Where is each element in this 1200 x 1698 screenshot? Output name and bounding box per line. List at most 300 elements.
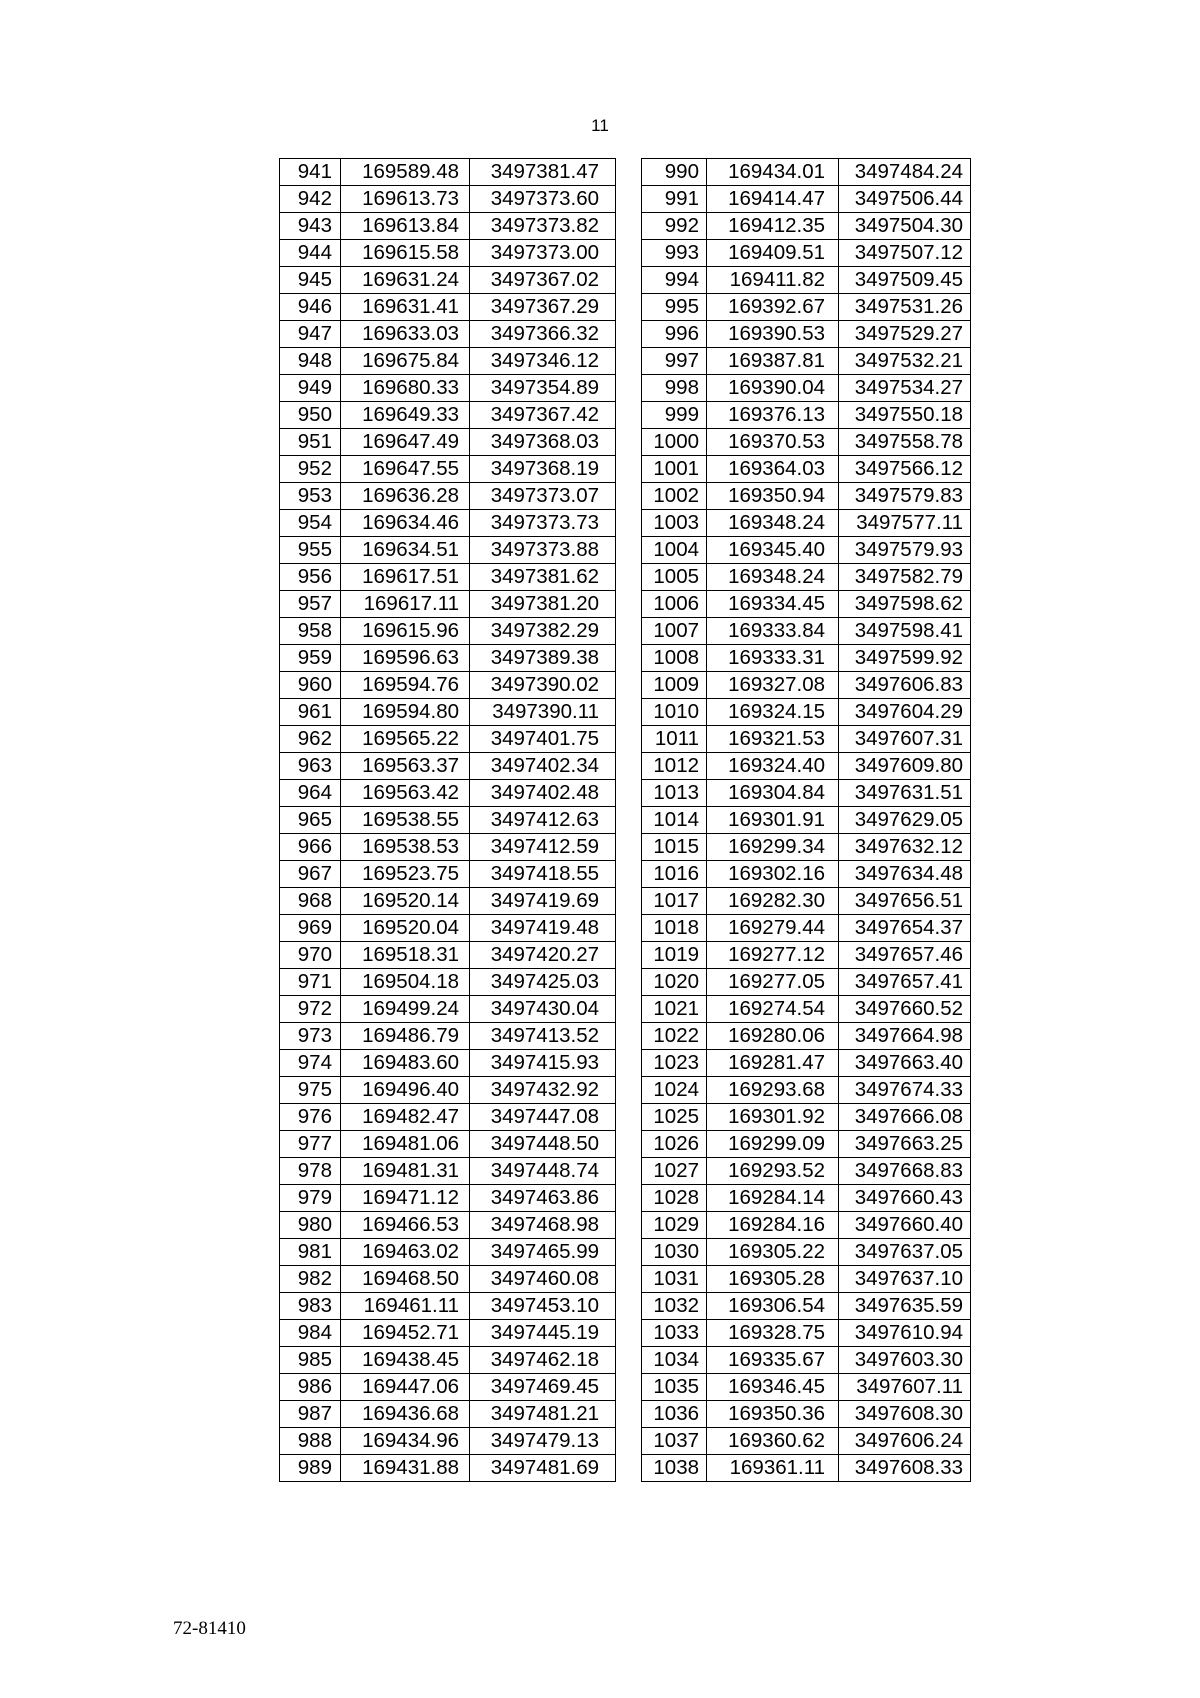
point-number-cell: 1021 bbox=[642, 996, 707, 1023]
point-number-cell: 960 bbox=[280, 672, 341, 699]
y-coordinate-cell: 3497668.83 bbox=[839, 1158, 971, 1185]
point-number-cell: 996 bbox=[642, 321, 707, 348]
x-coordinate-cell: 169615.96 bbox=[341, 618, 470, 645]
y-coordinate-cell: 3497453.10 bbox=[470, 1293, 616, 1320]
y-coordinate-cell: 3497368.03 bbox=[470, 429, 616, 456]
y-coordinate-cell: 3497579.93 bbox=[839, 537, 971, 564]
x-coordinate-cell: 169305.28 bbox=[707, 1266, 839, 1293]
point-number-cell: 961 bbox=[280, 699, 341, 726]
x-coordinate-cell: 169324.40 bbox=[707, 753, 839, 780]
y-coordinate-cell: 3497631.51 bbox=[839, 780, 971, 807]
y-coordinate-cell: 3497479.13 bbox=[470, 1428, 616, 1455]
point-number-cell: 1033 bbox=[642, 1320, 707, 1347]
point-number-cell: 1026 bbox=[642, 1131, 707, 1158]
point-number-cell: 992 bbox=[642, 213, 707, 240]
table-row bbox=[642, 1239, 971, 1266]
table-row bbox=[280, 780, 616, 807]
y-coordinate-cell: 3497419.48 bbox=[470, 915, 616, 942]
x-coordinate-cell: 169613.73 bbox=[341, 186, 470, 213]
point-number-cell: 1002 bbox=[642, 483, 707, 510]
y-coordinate-cell: 3497481.21 bbox=[470, 1401, 616, 1428]
table-row bbox=[642, 888, 971, 915]
x-coordinate-cell: 169617.51 bbox=[341, 564, 470, 591]
table-row bbox=[280, 159, 616, 186]
y-coordinate-cell: 3497566.12 bbox=[839, 456, 971, 483]
table-row bbox=[642, 456, 971, 483]
x-coordinate-cell: 169284.14 bbox=[707, 1185, 839, 1212]
y-coordinate-cell: 3497604.29 bbox=[839, 699, 971, 726]
point-number-cell: 1025 bbox=[642, 1104, 707, 1131]
x-coordinate-cell: 169504.18 bbox=[341, 969, 470, 996]
y-coordinate-cell: 3497402.34 bbox=[470, 753, 616, 780]
x-coordinate-cell: 169631.24 bbox=[341, 267, 470, 294]
point-number-cell: 988 bbox=[280, 1428, 341, 1455]
y-coordinate-cell: 3497606.83 bbox=[839, 672, 971, 699]
table-row bbox=[642, 294, 971, 321]
table-row bbox=[642, 1266, 971, 1293]
x-coordinate-cell: 169299.09 bbox=[707, 1131, 839, 1158]
point-number-cell: 1014 bbox=[642, 807, 707, 834]
table-row bbox=[280, 483, 616, 510]
table-row bbox=[642, 483, 971, 510]
y-coordinate-cell: 3497637.10 bbox=[839, 1266, 971, 1293]
y-coordinate-cell: 3497373.60 bbox=[470, 186, 616, 213]
point-number-cell: 1016 bbox=[642, 861, 707, 888]
y-coordinate-cell: 3497412.63 bbox=[470, 807, 616, 834]
point-number-cell: 1023 bbox=[642, 1050, 707, 1077]
x-coordinate-cell: 169321.53 bbox=[707, 726, 839, 753]
x-coordinate-cell: 169281.47 bbox=[707, 1050, 839, 1077]
y-coordinate-cell: 3497608.33 bbox=[839, 1455, 971, 1482]
x-coordinate-cell: 169438.45 bbox=[341, 1347, 470, 1374]
x-coordinate-cell: 169284.16 bbox=[707, 1212, 839, 1239]
x-coordinate-cell: 169434.96 bbox=[341, 1428, 470, 1455]
table-row bbox=[280, 834, 616, 861]
table-row bbox=[642, 1428, 971, 1455]
point-number-cell: 955 bbox=[280, 537, 341, 564]
point-number-cell: 994 bbox=[642, 267, 707, 294]
y-coordinate-cell: 3497608.30 bbox=[839, 1401, 971, 1428]
y-coordinate-cell: 3497663.40 bbox=[839, 1050, 971, 1077]
table-row bbox=[642, 213, 971, 240]
table-row bbox=[642, 1347, 971, 1374]
point-number-cell: 953 bbox=[280, 483, 341, 510]
table-row bbox=[642, 807, 971, 834]
point-number-cell: 941 bbox=[280, 159, 341, 186]
x-coordinate-cell: 169274.54 bbox=[707, 996, 839, 1023]
x-coordinate-cell: 169538.55 bbox=[341, 807, 470, 834]
x-coordinate-cell: 169613.84 bbox=[341, 213, 470, 240]
y-coordinate-cell: 3497664.98 bbox=[839, 1023, 971, 1050]
y-coordinate-cell: 3497598.62 bbox=[839, 591, 971, 618]
point-number-cell: 965 bbox=[280, 807, 341, 834]
x-coordinate-cell: 169293.52 bbox=[707, 1158, 839, 1185]
y-coordinate-cell: 3497654.37 bbox=[839, 915, 971, 942]
table-row bbox=[280, 348, 616, 375]
x-coordinate-cell: 169481.06 bbox=[341, 1131, 470, 1158]
point-number-cell: 1000 bbox=[642, 429, 707, 456]
y-coordinate-cell: 3497674.33 bbox=[839, 1077, 971, 1104]
x-coordinate-cell: 169409.51 bbox=[707, 240, 839, 267]
x-coordinate-cell: 169390.04 bbox=[707, 375, 839, 402]
x-coordinate-cell: 169327.08 bbox=[707, 672, 839, 699]
point-number-cell: 1031 bbox=[642, 1266, 707, 1293]
table-row bbox=[280, 1428, 616, 1455]
x-coordinate-cell: 169350.36 bbox=[707, 1401, 839, 1428]
y-coordinate-cell: 3497599.92 bbox=[839, 645, 971, 672]
x-coordinate-cell: 169431.88 bbox=[341, 1455, 470, 1482]
table-row bbox=[280, 726, 616, 753]
table-row bbox=[280, 510, 616, 537]
point-number-cell: 968 bbox=[280, 888, 341, 915]
point-number-cell: 989 bbox=[280, 1455, 341, 1482]
x-coordinate-cell: 169279.44 bbox=[707, 915, 839, 942]
y-coordinate-cell: 3497607.11 bbox=[839, 1374, 971, 1401]
x-coordinate-cell: 169348.24 bbox=[707, 564, 839, 591]
y-coordinate-cell: 3497354.89 bbox=[470, 375, 616, 402]
point-number-cell: 964 bbox=[280, 780, 341, 807]
x-coordinate-cell: 169468.50 bbox=[341, 1266, 470, 1293]
y-coordinate-cell: 3497666.08 bbox=[839, 1104, 971, 1131]
table-row bbox=[280, 618, 616, 645]
y-coordinate-cell: 3497367.29 bbox=[470, 294, 616, 321]
x-coordinate-cell: 169565.22 bbox=[341, 726, 470, 753]
y-coordinate-cell: 3497430.04 bbox=[470, 996, 616, 1023]
x-coordinate-cell: 169364.03 bbox=[707, 456, 839, 483]
table-row bbox=[280, 645, 616, 672]
x-coordinate-cell: 169387.81 bbox=[707, 348, 839, 375]
y-coordinate-cell: 3497507.12 bbox=[839, 240, 971, 267]
y-coordinate-cell: 3497381.62 bbox=[470, 564, 616, 591]
x-coordinate-cell: 169328.75 bbox=[707, 1320, 839, 1347]
point-number-cell: 1018 bbox=[642, 915, 707, 942]
table-row bbox=[642, 537, 971, 564]
y-coordinate-cell: 3497610.94 bbox=[839, 1320, 971, 1347]
x-coordinate-cell: 169280.06 bbox=[707, 1023, 839, 1050]
point-number-cell: 949 bbox=[280, 375, 341, 402]
table-row bbox=[280, 402, 616, 429]
point-number-cell: 954 bbox=[280, 510, 341, 537]
x-coordinate-cell: 169463.02 bbox=[341, 1239, 470, 1266]
x-coordinate-cell: 169350.94 bbox=[707, 483, 839, 510]
x-coordinate-cell: 169447.06 bbox=[341, 1374, 470, 1401]
x-coordinate-cell: 169482.47 bbox=[341, 1104, 470, 1131]
y-coordinate-cell: 3497373.88 bbox=[470, 537, 616, 564]
table-row bbox=[280, 1293, 616, 1320]
x-coordinate-cell: 169680.33 bbox=[341, 375, 470, 402]
y-coordinate-cell: 3497634.48 bbox=[839, 861, 971, 888]
x-coordinate-cell: 169634.46 bbox=[341, 510, 470, 537]
x-coordinate-cell: 169277.05 bbox=[707, 969, 839, 996]
y-coordinate-cell: 3497419.69 bbox=[470, 888, 616, 915]
x-coordinate-cell: 169594.80 bbox=[341, 699, 470, 726]
table-row bbox=[642, 564, 971, 591]
table-row bbox=[642, 1185, 971, 1212]
page-number: 11 bbox=[591, 116, 609, 135]
table-row bbox=[280, 996, 616, 1023]
x-coordinate-cell: 169334.45 bbox=[707, 591, 839, 618]
table-row bbox=[642, 1104, 971, 1131]
point-number-cell: 1038 bbox=[642, 1455, 707, 1482]
table-row bbox=[280, 1374, 616, 1401]
point-number-cell: 978 bbox=[280, 1158, 341, 1185]
table-row bbox=[280, 240, 616, 267]
table-row bbox=[280, 1131, 616, 1158]
table-row bbox=[280, 1185, 616, 1212]
y-coordinate-cell: 3497660.40 bbox=[839, 1212, 971, 1239]
y-coordinate-cell: 3497413.52 bbox=[470, 1023, 616, 1050]
point-number-cell: 957 bbox=[280, 591, 341, 618]
x-coordinate-cell: 169293.68 bbox=[707, 1077, 839, 1104]
point-number-cell: 977 bbox=[280, 1131, 341, 1158]
x-coordinate-cell: 169563.42 bbox=[341, 780, 470, 807]
y-coordinate-cell: 3497481.69 bbox=[470, 1455, 616, 1482]
y-coordinate-cell: 3497629.05 bbox=[839, 807, 971, 834]
table-row bbox=[280, 537, 616, 564]
x-coordinate-cell: 169633.03 bbox=[341, 321, 470, 348]
y-coordinate-cell: 3497558.78 bbox=[839, 429, 971, 456]
x-coordinate-cell: 169434.01 bbox=[707, 159, 839, 186]
point-number-cell: 1008 bbox=[642, 645, 707, 672]
y-coordinate-cell: 3497534.27 bbox=[839, 375, 971, 402]
y-coordinate-cell: 3497381.47 bbox=[470, 159, 616, 186]
x-coordinate-cell: 169649.33 bbox=[341, 402, 470, 429]
point-number-cell: 990 bbox=[642, 159, 707, 186]
table-row bbox=[280, 942, 616, 969]
point-number-cell: 979 bbox=[280, 1185, 341, 1212]
point-number-cell: 1036 bbox=[642, 1401, 707, 1428]
y-coordinate-cell: 3497509.45 bbox=[839, 267, 971, 294]
point-number-cell: 1005 bbox=[642, 564, 707, 591]
x-coordinate-cell: 169301.92 bbox=[707, 1104, 839, 1131]
table-row bbox=[280, 888, 616, 915]
table-row bbox=[280, 294, 616, 321]
y-coordinate-cell: 3497663.25 bbox=[839, 1131, 971, 1158]
point-number-cell: 1015 bbox=[642, 834, 707, 861]
point-number-cell: 1017 bbox=[642, 888, 707, 915]
table-row bbox=[642, 1212, 971, 1239]
point-number-cell: 981 bbox=[280, 1239, 341, 1266]
table-row bbox=[280, 1077, 616, 1104]
x-coordinate-cell: 169414.47 bbox=[707, 186, 839, 213]
y-coordinate-cell: 3497460.08 bbox=[470, 1266, 616, 1293]
point-number-cell: 1019 bbox=[642, 942, 707, 969]
x-coordinate-cell: 169302.16 bbox=[707, 861, 839, 888]
y-coordinate-cell: 3497504.30 bbox=[839, 213, 971, 240]
table-row bbox=[280, 915, 616, 942]
x-coordinate-cell: 169370.53 bbox=[707, 429, 839, 456]
x-coordinate-cell: 169486.79 bbox=[341, 1023, 470, 1050]
y-coordinate-cell: 3497582.79 bbox=[839, 564, 971, 591]
table-row bbox=[280, 456, 616, 483]
y-coordinate-cell: 3497660.43 bbox=[839, 1185, 971, 1212]
y-coordinate-cell: 3497484.24 bbox=[839, 159, 971, 186]
x-coordinate-cell: 169481.31 bbox=[341, 1158, 470, 1185]
y-coordinate-cell: 3497418.55 bbox=[470, 861, 616, 888]
y-coordinate-cell: 3497463.86 bbox=[470, 1185, 616, 1212]
y-coordinate-cell: 3497373.07 bbox=[470, 483, 616, 510]
point-number-cell: 974 bbox=[280, 1050, 341, 1077]
table-row bbox=[280, 699, 616, 726]
table-row bbox=[642, 1455, 971, 1482]
y-coordinate-cell: 3497579.83 bbox=[839, 483, 971, 510]
table-row bbox=[642, 699, 971, 726]
point-number-cell: 1024 bbox=[642, 1077, 707, 1104]
table-row bbox=[642, 915, 971, 942]
point-number-cell: 997 bbox=[642, 348, 707, 375]
point-number-cell: 966 bbox=[280, 834, 341, 861]
x-coordinate-cell: 169304.84 bbox=[707, 780, 839, 807]
table-row bbox=[280, 1023, 616, 1050]
x-coordinate-cell: 169675.84 bbox=[341, 348, 470, 375]
table-row bbox=[642, 1320, 971, 1347]
point-number-cell: 959 bbox=[280, 645, 341, 672]
point-number-cell: 947 bbox=[280, 321, 341, 348]
footer-code: 72-81410 bbox=[173, 1618, 246, 1639]
x-coordinate-cell: 169538.53 bbox=[341, 834, 470, 861]
y-coordinate-cell: 3497401.75 bbox=[470, 726, 616, 753]
y-coordinate-cell: 3497529.27 bbox=[839, 321, 971, 348]
table-row bbox=[642, 402, 971, 429]
table-row bbox=[642, 1023, 971, 1050]
y-coordinate-cell: 3497469.45 bbox=[470, 1374, 616, 1401]
x-coordinate-cell: 169520.04 bbox=[341, 915, 470, 942]
x-coordinate-cell: 169360.62 bbox=[707, 1428, 839, 1455]
table-row bbox=[280, 1158, 616, 1185]
y-coordinate-cell: 3497448.74 bbox=[470, 1158, 616, 1185]
table-row bbox=[642, 1050, 971, 1077]
y-coordinate-cell: 3497420.27 bbox=[470, 942, 616, 969]
y-coordinate-cell: 3497598.41 bbox=[839, 618, 971, 645]
point-number-cell: 1034 bbox=[642, 1347, 707, 1374]
point-number-cell: 983 bbox=[280, 1293, 341, 1320]
y-coordinate-cell: 3497373.82 bbox=[470, 213, 616, 240]
x-coordinate-cell: 169335.67 bbox=[707, 1347, 839, 1374]
point-number-cell: 973 bbox=[280, 1023, 341, 1050]
x-coordinate-cell: 169563.37 bbox=[341, 753, 470, 780]
x-coordinate-cell: 169634.51 bbox=[341, 537, 470, 564]
table-row bbox=[642, 1374, 971, 1401]
point-number-cell: 984 bbox=[280, 1320, 341, 1347]
table-row bbox=[642, 1293, 971, 1320]
point-number-cell: 970 bbox=[280, 942, 341, 969]
x-coordinate-cell: 169452.71 bbox=[341, 1320, 470, 1347]
x-coordinate-cell: 169499.24 bbox=[341, 996, 470, 1023]
y-coordinate-cell: 3497468.98 bbox=[470, 1212, 616, 1239]
y-coordinate-cell: 3497432.92 bbox=[470, 1077, 616, 1104]
point-number-cell: 980 bbox=[280, 1212, 341, 1239]
y-coordinate-cell: 3497373.73 bbox=[470, 510, 616, 537]
point-number-cell: 967 bbox=[280, 861, 341, 888]
table-row bbox=[280, 861, 616, 888]
table-row bbox=[642, 942, 971, 969]
point-number-cell: 956 bbox=[280, 564, 341, 591]
point-number-cell: 1001 bbox=[642, 456, 707, 483]
table-row bbox=[280, 186, 616, 213]
table-row bbox=[280, 672, 616, 699]
table-row bbox=[642, 1401, 971, 1428]
x-coordinate-cell: 169636.28 bbox=[341, 483, 470, 510]
table-row bbox=[642, 753, 971, 780]
table-row bbox=[280, 969, 616, 996]
point-number-cell: 942 bbox=[280, 186, 341, 213]
x-coordinate-cell: 169594.76 bbox=[341, 672, 470, 699]
y-coordinate-cell: 3497531.26 bbox=[839, 294, 971, 321]
y-coordinate-cell: 3497367.42 bbox=[470, 402, 616, 429]
point-number-cell: 987 bbox=[280, 1401, 341, 1428]
x-coordinate-cell: 169647.49 bbox=[341, 429, 470, 456]
point-number-cell: 976 bbox=[280, 1104, 341, 1131]
y-coordinate-cell: 3497603.30 bbox=[839, 1347, 971, 1374]
point-number-cell: 998 bbox=[642, 375, 707, 402]
table-row bbox=[280, 1320, 616, 1347]
table-row bbox=[280, 753, 616, 780]
table-row bbox=[642, 726, 971, 753]
table-row bbox=[642, 159, 971, 186]
point-number-cell: 985 bbox=[280, 1347, 341, 1374]
y-coordinate-cell: 3497550.18 bbox=[839, 402, 971, 429]
table-row bbox=[642, 861, 971, 888]
x-coordinate-cell: 169496.40 bbox=[341, 1077, 470, 1104]
table-row bbox=[642, 186, 971, 213]
y-coordinate-cell: 3497368.19 bbox=[470, 456, 616, 483]
table-row bbox=[642, 645, 971, 672]
x-coordinate-cell: 169647.55 bbox=[341, 456, 470, 483]
point-number-cell: 948 bbox=[280, 348, 341, 375]
y-coordinate-cell: 3497577.11 bbox=[839, 510, 971, 537]
point-number-cell: 1037 bbox=[642, 1428, 707, 1455]
table-row bbox=[280, 591, 616, 618]
y-coordinate-cell: 3497415.93 bbox=[470, 1050, 616, 1077]
y-coordinate-cell: 3497506.44 bbox=[839, 186, 971, 213]
y-coordinate-cell: 3497609.80 bbox=[839, 753, 971, 780]
point-number-cell: 1022 bbox=[642, 1023, 707, 1050]
y-coordinate-cell: 3497390.02 bbox=[470, 672, 616, 699]
table-row bbox=[642, 834, 971, 861]
table-row bbox=[642, 969, 971, 996]
x-coordinate-cell: 169436.68 bbox=[341, 1401, 470, 1428]
point-number-cell: 962 bbox=[280, 726, 341, 753]
point-number-cell: 946 bbox=[280, 294, 341, 321]
point-number-cell: 1007 bbox=[642, 618, 707, 645]
point-number-cell: 1020 bbox=[642, 969, 707, 996]
x-coordinate-cell: 169392.67 bbox=[707, 294, 839, 321]
y-coordinate-cell: 3497390.11 bbox=[470, 699, 616, 726]
point-number-cell: 1032 bbox=[642, 1293, 707, 1320]
table-row bbox=[280, 1401, 616, 1428]
y-coordinate-cell: 3497632.12 bbox=[839, 834, 971, 861]
point-number-cell: 1012 bbox=[642, 753, 707, 780]
point-number-cell: 952 bbox=[280, 456, 341, 483]
point-number-cell: 1027 bbox=[642, 1158, 707, 1185]
y-coordinate-cell: 3497425.03 bbox=[470, 969, 616, 996]
table-row bbox=[280, 1104, 616, 1131]
point-number-cell: 1006 bbox=[642, 591, 707, 618]
y-coordinate-cell: 3497373.00 bbox=[470, 240, 616, 267]
point-number-cell: 1011 bbox=[642, 726, 707, 753]
table-row bbox=[642, 1131, 971, 1158]
x-coordinate-cell: 169520.14 bbox=[341, 888, 470, 915]
point-number-cell: 972 bbox=[280, 996, 341, 1023]
x-coordinate-cell: 169390.53 bbox=[707, 321, 839, 348]
x-coordinate-cell: 169301.91 bbox=[707, 807, 839, 834]
x-coordinate-cell: 169617.11 bbox=[341, 591, 470, 618]
y-coordinate-cell: 3497462.18 bbox=[470, 1347, 616, 1374]
table-row bbox=[642, 618, 971, 645]
table-row bbox=[642, 348, 971, 375]
point-number-cell: 945 bbox=[280, 267, 341, 294]
x-coordinate-cell: 169518.31 bbox=[341, 942, 470, 969]
